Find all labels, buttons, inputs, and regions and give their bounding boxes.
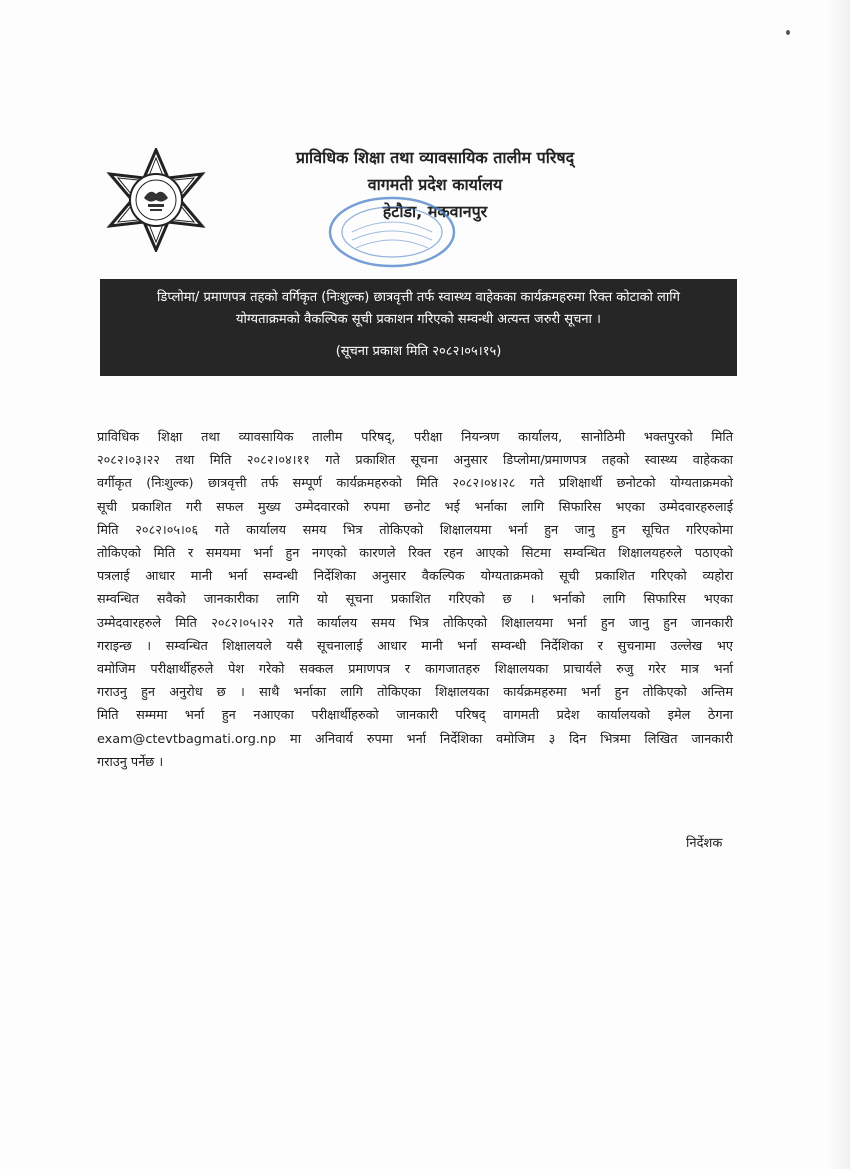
signatory-title: निर्देशक — [686, 836, 723, 851]
notice-title-line-2: योग्यताक्रमको वैकल्पिक सूची प्रकाशन गरिएको सम्वन्धी अत्यन्त जरुरी सूचना । — [236, 312, 601, 327]
body-line: गराउनु हुन अनुरोध छ । साथै भर्नाका लागि तोकिएका शिक्षालयका कार्यक्रमहरुमा भर्ना हुन तोकिएको अन्तिम — [97, 685, 733, 701]
body-line: २०८२।०३।२२ तथा मिति २०८२।०४।११ गते प्रकाशित सूचना अनुसार डिप्लोमा/प्रमाणपत्र तहको स्वास्थ्य वाहेकका — [97, 453, 733, 469]
notice-title-banner — [100, 279, 737, 376]
body-line: वर्गीकृत (निःशुल्क) छात्रवृत्ती तर्फ सम्पूर्ण कार्यक्रमहरुको मिति २०८२।०४।२८ गते प्रशिक्षार्थी छनोटको योग्यताक्रमको — [97, 476, 733, 492]
body-line: सूची प्रकाशित गरी सफल मुख्य उम्मेदवारको रुपमा छनोट भई भर्नाका लागि सिफारिस भएका उम्मेदवारहरुलाई — [97, 499, 733, 515]
ctevt-star-logo-icon — [104, 148, 208, 252]
body-line: उम्मेदवारहरुले मिति २०८२।०५।२२ गते कार्यालय समय भित्र तोकिएको शिक्षालयमा भर्ना हुन जानु हुन जानकारी — [97, 615, 733, 631]
body-line: मिति २०८२।०५।०६ गते कार्यालय समय भित्र तोकिएको शिक्षालयमा भर्ना हुन जानु हुन सूचित गरिएकोमा — [97, 522, 733, 538]
body-line-email: exam@ctevtbagmati.org.np मा अनिवार्य रुपमा भर्ना निर्देशिका वमोजिम ३ दिन भित्रमा लिखित जानकारी — [97, 731, 733, 747]
body-line: मिति सम्ममा भर्ना हुन नआएका परीक्षार्थीहरुको जानकारी परिषद् वागमती प्रदेश कार्यालयको इमेल ठेगना — [97, 708, 733, 724]
page-edge-shadow — [828, 0, 850, 1169]
office-address: हेटौडा, मकवानपुर — [382, 202, 488, 221]
notice-body — [97, 426, 733, 774]
body-line: सम्वन्धित सवैको जानकारीका लागि यो सूचना प्रकाशित गरिएको छ । भर्नाको लागि सिफारिस भएका — [97, 592, 733, 608]
body-line: वमोजिम परीक्षार्थीहरुले पेश गरेको सक्कल प्रमाणपत्र र कागजातहरु शिक्षालयका प्राचार्यले रुजु गरेर मात्र भर्ना — [97, 662, 733, 678]
council-name: प्राविधिक शिक्षा तथा व्यावसायिक तालीम परिषद् — [295, 148, 575, 167]
notice-title-line-1: डिप्लोमा/ प्रमाणपत्र तहको वर्गिकृत (निःशुल्क) छात्रवृत्ती तर्फ स्वास्थ्य वाहेकका कार्यक्रमहरुमा रिक्त कोटाको लागि — [157, 290, 680, 305]
paper-speck — [786, 30, 790, 35]
body-line: गराइन्छ । सम्वन्धित शिक्षालयले यसै सूचनालाई आधार मानी भर्ना सम्वन्धी निर्देशिका र सुचनामा उल्लेख भए — [97, 638, 733, 654]
office-name: वागमती प्रदेश कार्यालय — [367, 175, 503, 194]
office-stamp-icon — [322, 192, 462, 272]
body-line: तोकिएको मिति र समयमा भर्ना हुन नगएको कारणले रिक्त रहन आएको सिटमा सम्वन्धित शिक्षालयहरुले पठाएको — [97, 546, 733, 562]
body-line: पत्रलाई आधार मानी भर्ना सम्वन्धी निर्देशिका अनुसार वैकल्पिक योग्यताक्रमको सूची प्रकाशित गरिएको व्यहोरा — [97, 569, 733, 585]
notice-publish-date: (सूचना प्रकाश मिति २०८२।०५।१५) — [335, 344, 502, 359]
body-line: गराउनु पर्नेछ । — [97, 754, 164, 770]
body-line: प्राविधिक शिक्षा तथा व्यावसायिक तालीम परिषद्, परीक्षा नियन्त्रण कार्यालय, सानोठिमी भक्तपुरको मिति — [97, 430, 733, 445]
